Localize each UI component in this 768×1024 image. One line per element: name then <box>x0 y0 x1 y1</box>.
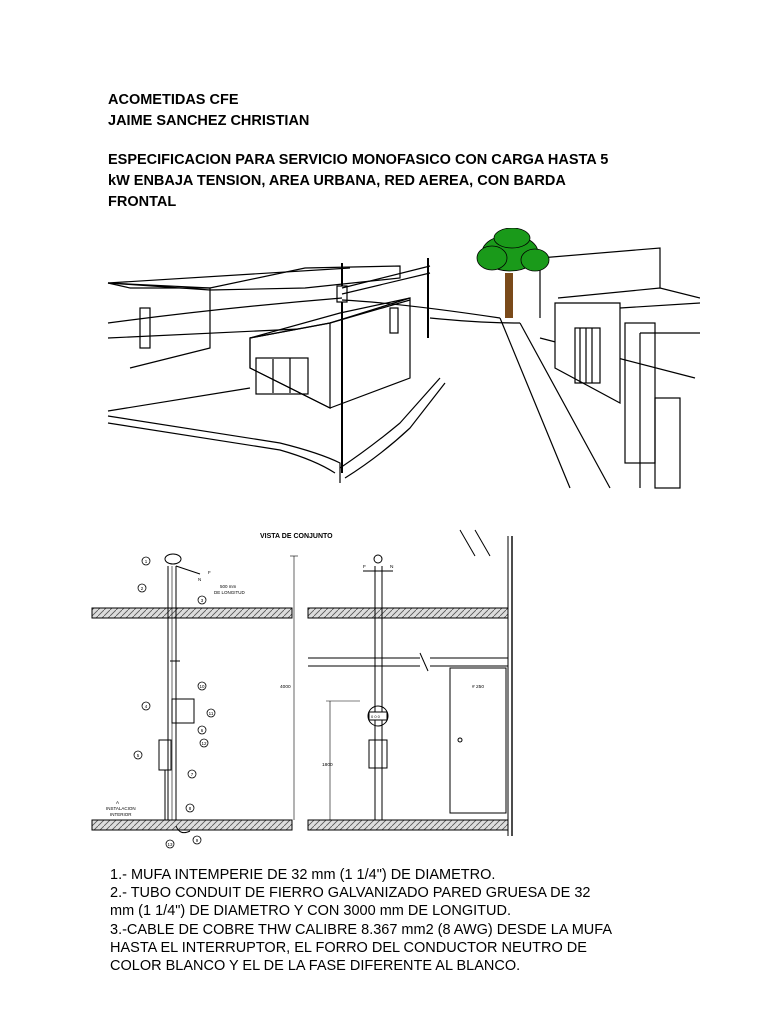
street-perspective-illustration <box>100 228 700 498</box>
author-name: JAIME SANCHEZ CHRISTIAN <box>108 113 310 129</box>
list-item: COLOR BLANCO Y EL DE LA FASE DIFERENTE AL BLANCO. <box>110 958 521 975</box>
meter-reading: 0 0 0 <box>371 714 380 719</box>
list-item: 1.- MUFA INTEMPERIE DE 32 mm (1 1/4") DE DIAMETRO. <box>110 867 496 883</box>
dimension-total: 4000 <box>280 685 291 690</box>
length-label: 500 mm <box>220 584 237 589</box>
neutral-label-left: N <box>198 577 202 582</box>
drawing-title: VISTA DE CONJUNTO <box>260 533 333 540</box>
side-view <box>92 554 292 833</box>
interior-label-b: INSTALACION <box>106 806 136 811</box>
document-title: ACOMETIDAS CFE <box>108 92 239 108</box>
length-label-2: DE LONGITUD <box>214 590 245 595</box>
specification-heading <box>108 150 668 213</box>
callout-5: 5 <box>136 753 140 758</box>
technical-drawing <box>80 526 540 856</box>
interior-label-a: A <box>116 800 120 805</box>
callout-2: 2 <box>140 586 144 591</box>
list-item: mm (1 1/4") DE DIAMETRO Y CON 3000 mm DE LONGITUD. <box>110 903 512 920</box>
callout-9: 9 <box>195 838 199 843</box>
callout-10: 10 <box>199 684 205 689</box>
phase-label-left: F <box>208 570 211 575</box>
materials-list <box>110 866 670 975</box>
list-item: HASTA EL INTERRUPTOR, EL FORRO DEL CONDUCTOR NEUTRO DE <box>110 939 587 956</box>
spec-line-2: kW ENBAJA TENSION, AREA URBANA, RED AEREA, CON BARDA <box>108 173 566 189</box>
front-view <box>290 530 512 836</box>
spec-line-1: ESPECIFICACION PARA SERVICIO MONOFASICO CON CARGA HASTA 5 <box>108 152 609 168</box>
interior-label-c: INTERIOR <box>110 812 132 817</box>
tree-illustration <box>477 228 549 318</box>
callout-11: 11 <box>208 711 214 716</box>
callout-12: 12 <box>201 741 207 746</box>
list-item: 3.-CABLE DE COBRE THW CALIBRE 8.367 mm2 (8 AWG) DESDE LA MUFA <box>110 921 612 938</box>
callout-4: 4 <box>144 704 148 709</box>
callout-13: 13 <box>167 842 173 847</box>
callout-3: 3 <box>200 598 204 603</box>
callout-7: 7 <box>190 772 194 777</box>
callout-6: 6 <box>200 728 204 733</box>
dimension-meter-height: 1800 <box>322 763 333 768</box>
spec-line-3: FRONTAL <box>108 194 177 210</box>
callout-1: 1 <box>144 559 148 564</box>
neutral-label-right: N <box>390 565 394 570</box>
house-number: # 250 <box>472 685 485 690</box>
callout-8: 8 <box>188 806 192 811</box>
phase-label-right: F <box>363 565 366 570</box>
list-item: 2.- TUBO CONDUIT DE FIERRO GALVANIZADO PARED GRUESA DE 32 <box>110 885 591 902</box>
